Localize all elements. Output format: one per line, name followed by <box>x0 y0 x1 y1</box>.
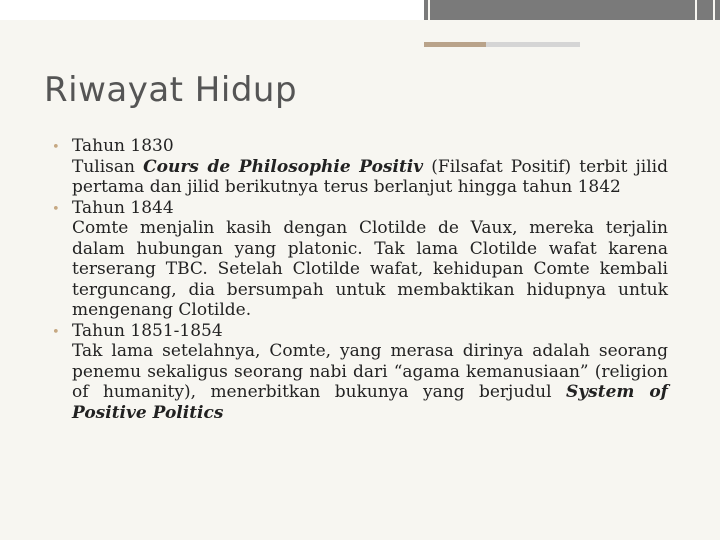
item-text-pre: Tak lama setelahnya, Comte, yang merasa dirinya adalah seorang penemu sekaligus seorang nabi dari “agama kemanusiaan” (religion of humanity), menerbitkan bukunya yang berjudul <box>72 341 668 402</box>
list-item <box>52 321 668 424</box>
top-accent-strip <box>424 42 580 47</box>
bullet-icon: • <box>52 140 60 155</box>
item-text-emphasis: Cours de Philosophie Positiv <box>143 156 424 177</box>
item-heading: Tahun 1830 <box>72 136 174 156</box>
bar-tick <box>695 0 697 20</box>
list-item <box>52 198 668 321</box>
top-bar-dark-segment <box>424 0 720 20</box>
slide-title: Riwayat Hidup <box>44 70 298 110</box>
bullet-icon: • <box>52 201 60 217</box>
item-text-post: (Filsafat Positif) terbit jilid pertama dan jilid berikutnya terus berlanjut hingga tahun 1842 <box>72 156 668 197</box>
item-text <box>52 157 668 198</box>
item-heading: Tahun 1851-1854 <box>72 320 223 341</box>
bullet-icon: • <box>52 324 60 340</box>
top-decoration-bar <box>0 0 720 20</box>
bar-tick <box>428 0 430 20</box>
bar-tick <box>713 0 715 20</box>
item-text <box>52 341 668 423</box>
item-text-pre: Tulisan <box>72 156 144 177</box>
item-text-emphasis: System of Positive Politics <box>72 382 668 423</box>
slide-content <box>52 136 668 423</box>
top-accent-strip-highlight <box>424 42 486 47</box>
item-heading: Tahun 1844 <box>72 197 174 218</box>
list-item <box>52 136 668 198</box>
item-text: Comte menjalin kasih dengan Clotilde de Vaux, mereka terjalin dalam hubungan yang platonic. Tak lama Clotilde wafat karena terserang TBC. Setelah Clotilde wafat, kehidupan Comte kembali terguncang, dia bersumpah untuk membaktikan hidupnya untuk mengenang Clotilde. <box>72 218 668 320</box>
